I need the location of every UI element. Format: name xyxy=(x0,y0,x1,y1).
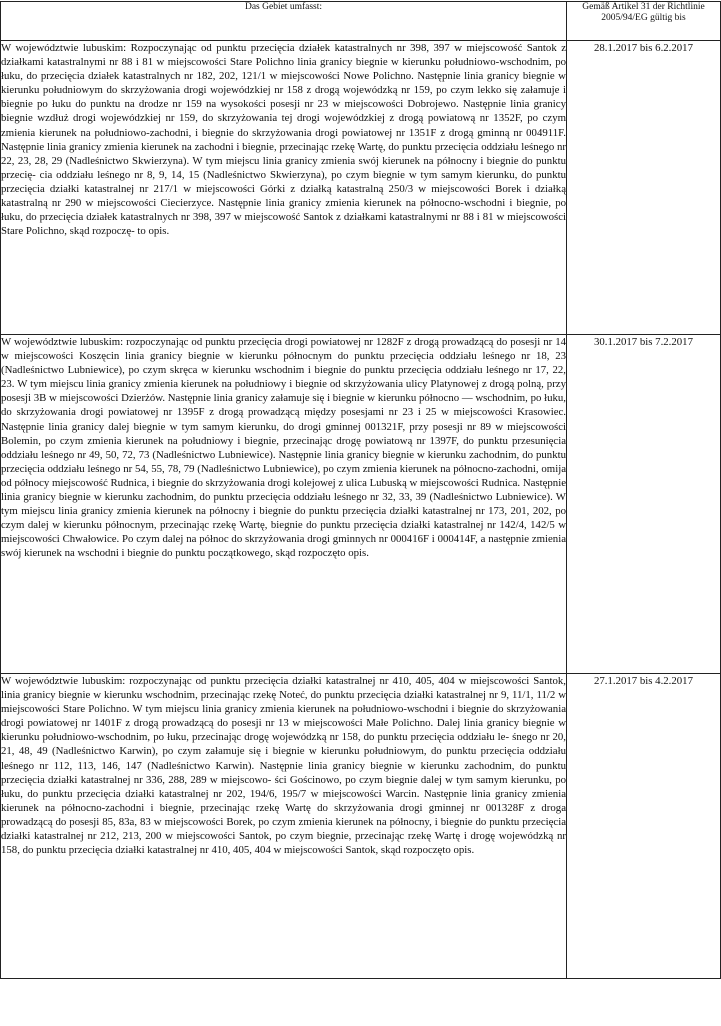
table-row xyxy=(1,674,721,979)
validity-cell xyxy=(567,41,721,335)
area-description: W województwie lubuskim: Rozpoczynając od punktu przecięcia działek katastralnych nr 398, 397 w miejscowość Santok z działkami katastralnymi nr 88 i 81 w miejscowości Stare Polichno linia granicy biegnie w kierunku południowo-wschodnim, po łuku, do przecięcia działek katastralnych nr 182, 202, 121/1 w miejscowości Nowe Polichno. Następnie linia granicy biegnie w kierunku południowym do skrzyżowania drogi wojewódzkiej nr 158 z drogą wojewódzką nr 159, po czym lekko się załamuje i biegnie po łuku do punktu na drodze nr 159 na wysokości posesji nr 23 w miejscowości Dobrojewo. Następnie linia granicy biegnie wzdłuż drogi wojewódzkiej nr 159, do skrzyżowania tej drogi wojewódzkiej z drogą powiatową nr 1352F, po czym zmienia kierunek na południowo-zachodni, i biegnie do skrzyżowania drogi powiatowej nr 1351F z drogą gminną nr 004911F. Następnie linia granicy zmienia kierunek na zachodni i biegnie, przecinając rzekę Wartę, do punktu przecięcia oddziału leśnego nr 22, 23, 28, 29 (Nadleśnictwo Skwierzyna). W tym miejscu linia granicy zmienia swój kierunek na północny i biegnie do punktu przecię- cia oddziału leśnego nr 8, 9, 14, 15 (Nadleśnictwo Skwierzyna), po czym biegnie w tym samym kierunku, do punktu przecięcia działki katastralnej nr 217/1 w miejscowości Górki z działką katastralną 250/3 w miejscowości Borek i działką katastralną nr 290 w miejscowości Ciecierzyce. Następnie linia granicy zmienia kierunek na północno-wschodni i biegnie, po łuku, do przecięcia działek katastralnych nr 398, 397 w miejscowość Santok z działkami katastralnymi nr 88 i 81 w miejscowości Stare Polichno, skąd rozpoczę- to opis. xyxy=(1,42,566,238)
validity-date-range: 28.1.2017 bis 6.2.2017 xyxy=(594,42,693,54)
validity-date-range: 27.1.2017 bis 4.2.2017 xyxy=(594,675,693,687)
area-description-cell xyxy=(1,674,567,979)
validity-cell xyxy=(567,335,721,674)
table-row xyxy=(1,335,721,674)
restriction-zone-table xyxy=(0,1,721,979)
validity-column-header: Gemäß Artikel 31 der Richtlinie 2005/94/EG gültig bis xyxy=(567,2,721,41)
area-description: W województwie lubuskim: rozpoczynając od punktu przecięcia działki katastralnej nr 410, 405, 404 w miejscowości Santok, linia granicy biegnie w kierunku wschodnim, przecinając rzekę Noteć, do punktu przecięcia działki katastralnej nr 9, 11/1, 11/2 w miejscowości Stare Polichno. W tym miejscu linia granicy zmienia kierunek na południowo-wschodni i biegnie do skrzyżowania drogi powiatowej nr 1401F z drogą prowadzącą do posesji nr 13 w miejscowości Małe Polichno. Dalej linia granicy biegnie w kierunku południowo-wschodnim, po łuku, przecinając drogę wojewódzką nr 158, do punktu przecięcia oddziału le- śnego nr 20, 21, 48, 49 (Nadleśnictwo Karwin), po czym załamuje się i biegnie w kierunku południowym, do punktu przecięcia oddziału leśnego nr 112, 113, 146, 147 (Nadleśnictwo Karwin). Następnie linia granicy biegnie w kierunku zachodnim, do punktu przecięcia działki katastralnej nr 336, 288, 289 w miejscowo- ści Gościnowo, po czym biegnie dalej w tym samym kierunku, po łuku, do punktu przecięcia działki katastralnej nr 202, 194/6, 195/7 w miejscowości Warcin. Następnie linia granicy zmienia kierunek na północno-zachodni i biegnie, przecinając rzekę Wartę do skrzyżowania drogi gminnej nr 001328F z droga prowadzącą do posesji 85, 83a, 83 w miejscowości Borek, po czym zmienia kierunek na północny, i biegnie do punktu przecięcia działki katastralnej nr 212, 213, 200 w miejscowości Santok, po czym biegnie, przecinając rzekę Wartę i drogę wojewódzką nr 158, do punktu przecięcia działki katastralnej nr 410, 405, 404 w miejscowości Santok, skąd rozpoczęto opis. xyxy=(1,675,566,857)
table-row xyxy=(1,41,721,335)
validity-cell xyxy=(567,674,721,979)
area-description: W województwie lubuskim: rozpoczynając od punktu przecięcia drogi powiatowej nr 1282F z drogą prowadzącą do posesji nr 14 w miejscowości Koszęcin linia granicy biegnie w kierunku północnym do punktu przecięcia oddziału leśnego nr 18, 23 (Nadleśnictwo Lubniewice), po czym skręca w kierunku wschodnim i biegnie do punktu przecięcia oddziału leśnego nr 17, 22, 23. W tym miejscu linia granicy zmienia kierunek na południowy i biegnie od skrzyżowania ulicy Platynowej z drogą polną, przy posesji 3B w miejscowości Dzierżów. Następnie linia granicy załamuje się i biegnie w kierunku północno — wschodnim, po łuku, do skrzyżowania drogi powiatowej nr 1395F z drogą prowadzącą między posesjami nr 23 i 25 w miejscowości Krasowiec. Następnie linia granicy dalej biegnie w tym samym kierunku, do drogi gminnej 001321F, przy posesji nr 89 w miejscowości Bolemin, po czym zmienia kierunek na południowy i biegnie, przecinając drogę powiatową nr 1397F, do punktu przesunięcia oddziału leśnego nr 49, 50, 72, 73 (Nadleśnictwo Lubniewice). Następnie linia granicy biegnie w kierunku zachodnim, do punktu przecięcia oddziału leśnego nr 54, 55, 78, 79 (Nadleśnictwo Lubniewice), po czym zmienia kierunek na północno-zachodni, omija od północy miejscowość Rudnica, i biegnie do skrzyżowania drogi kolejowej z ulica Lubuską w miejscowości Rudnica. Następnie linia granicy biegnie w kierunku zachodnim, do punktu przecięcia oddziału leśnego nr 32, 33, 39 (Nadleśnictwo Lubniewice). W tym miejscu linia granicy zmienia kierunek na północny i biegnie do punktu przecięcia działki katastralnej nr 173, 201, 202, po czym dalej w kierunku północnym, przecinając rzekę Wartę, biegnie do punktu przecięcia działki katastralnej nr 142/4, 142/5 w miejscowości Chwałowice. Po czym dalej na północ do skrzyżowania drogi gminnych nr 000416F i 000414F, a następnie zmienia swój kierunek na wschodni i biegnie do punktu początkowego, skąd rozpoczęto opis. xyxy=(1,336,566,560)
table-header-row xyxy=(1,2,721,41)
area-description-cell xyxy=(1,335,567,674)
area-column-header: Das Gebiet umfasst: xyxy=(1,2,567,41)
validity-date-range: 30.1.2017 bis 7.2.2017 xyxy=(594,336,693,348)
area-description-cell xyxy=(1,41,567,335)
